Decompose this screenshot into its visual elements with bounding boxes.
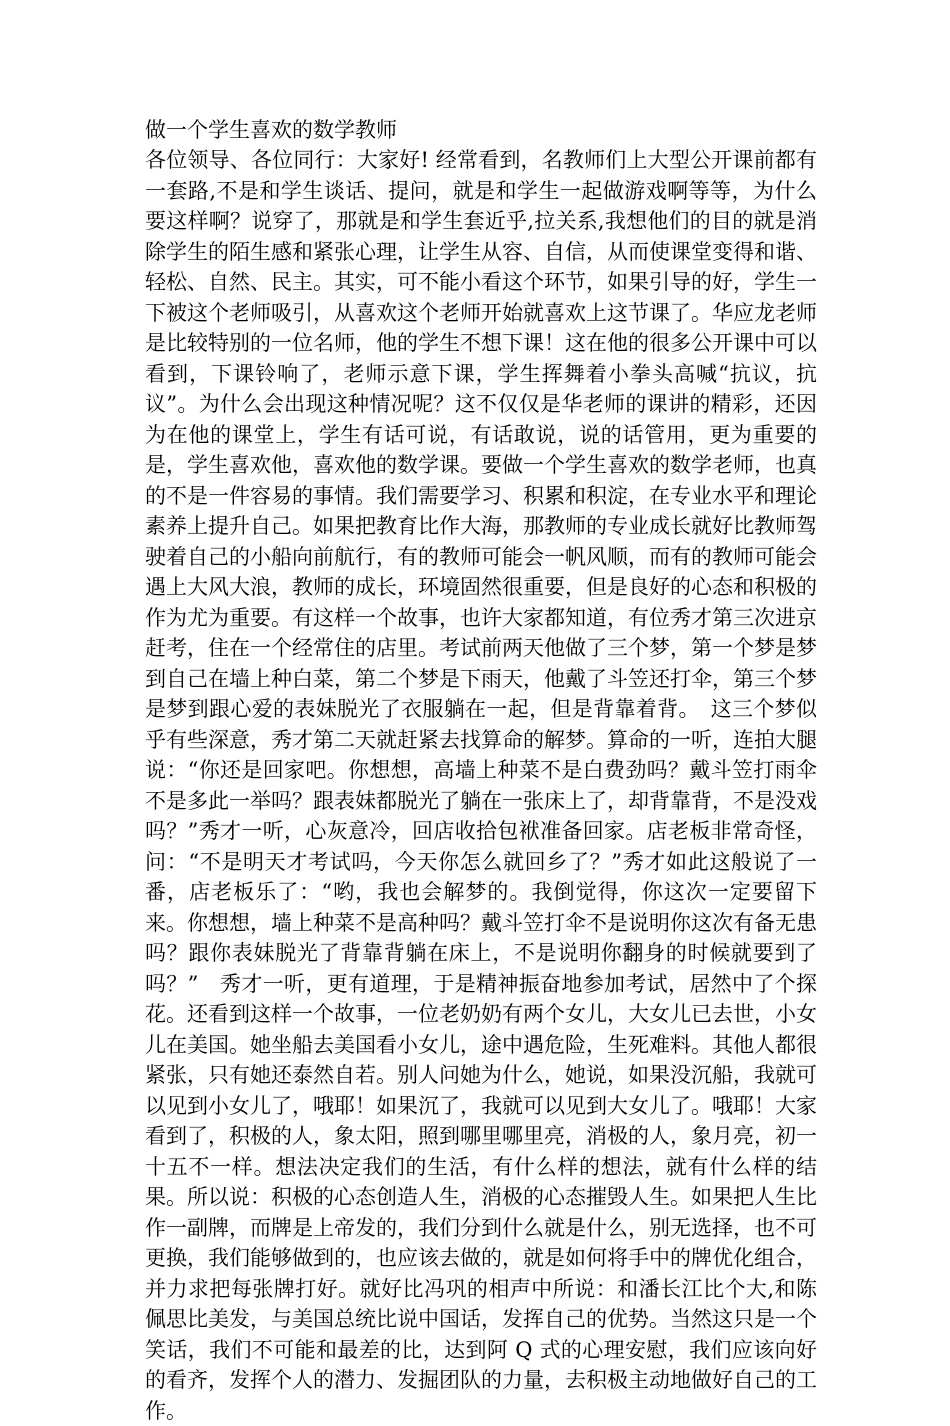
document-body-paragraph: 各位领导、各位同行：大家好! 经常看到，名教师们上大型公开课前都有一套路,不是和学生谈话、提问，就是和学生一起做游戏啊等等，为什么要这样啊？说穿了，那就是和学生套近乎,拉关系,我想他们的目的就是消除学生的陌生感和紧张心理，让学生从容、自信，从而使课堂变得和谐、轻松、自然、民主。其实，可不能小看这个环节，如果引导的好，学生一下被这个老师吸引，从喜欢这个老师开始就喜欢上这节课了。华应龙老师是比较特别的一位名师，他的学生不想下课！这在他的很多公开课中可以看到，下课铃响了，老师示意下课，学生挥舞着小拳头高喊“抗议，抗议”。为什么会出现这种情况呢？这不仅仅是华老师的课讲的精彩，还因为在他的课堂上，学生有话可说，有话敢说，说的话管用，更为重要的是，学生喜欢他，喜欢他的数学课。要做一个学生喜欢的数学老师，也真的不是一件容易的事情。我们需要学习、积累和积淀，在专业水平和理论素养上提升自己。如果把教育比作大海，那教师的专业成长就好比教师驾驶着自己的小船向前航行，有的教师可能会一帆风顺，而有的教师可能会遇上大风大浪，教师的成长，环境固然很重要，但是良好的心态和积极的作为尤为重要。有这样一个故事，也许大家都知道，有位秀才第三次进京赶考，住在一个经常住的店里。考试前两天他做了三个梦，第一个梦是梦到自己在墙上种白菜，第二个梦是下雨天，他戴了斗笠还打伞，第三个梦是梦到跟心爱的表妹脱光了衣服躺在一起，但是背靠着背。 这三个梦似乎有些深意，秀才第二天就赶紧去找算命的解梦。算命的一听，连拍大腿说：“你还是回家吧。你想想，高墙上种菜不是白费劲吗？戴斗笠打雨伞不是多此一举吗？跟表妹都脱光了躺在一张床上了，却背靠背，不是没戏吗？”秀才一听，心灰意冷，回店收拾包袱准备回家。店老板非常奇怪，问：“不是明天才考试吗，今天你怎么就回乡了？”秀才如此这般说了一番，店老板乐了：“哟，我也会解梦的。我倒觉得，你这次一定要留下来。你想想，墙上种菜不是高种吗？戴斗笠打伞不是说明你这次有备无患吗？跟你表妹脱光了背靠背躺在床上，不是说明你翻身的时候就要到了吗？” 秀才一听，更有道理，于是精神振奋地参加考试，居然中了个探花。还看到这样一个故事，一位老奶奶有两个女儿，大女儿已去世，小女儿在美国。她坐船去美国看小女儿，途中遇危险，生死难料。其他人都很紧张，只有她还泰然自若。别人问她为什么，她说，如果没沉船，我就可以见到小女儿了，哦耶！如果沉了，我就可以见到大女儿了。哦耶！大家看到了，积极的人，象太阳，照到哪里哪里亮，消极的人，象月亮，初一十五不一样。想法决定我们的生活，有什么样的想法，就有什么样的结果。所以说：积极的心态创造人生，消极的心态摧毁人生。如果把人生比作一副牌，而牌是上帝发的，我们分到什么就是什么，别无选择，也不可更换，我们能够做到的，也应该去做的，就是如何将手中的牌优化组合，并力求把每张牌打好。就好比冯巩的相声中所说：和潘长江比个大,和陈佩思比美发，与美国总统比说中国话，发挥自己的优势。当然这只是一个笑话，我们不可能和最差的比，达到阿 Q 式的心理安慰，我们应该向好的看齐，发挥个人的潜力、发掘团队的力量，去积极主动地做好自己的工作。 [145, 148, 817, 1423]
document-title: 做一个学生喜欢的数学教师 [145, 118, 397, 142]
